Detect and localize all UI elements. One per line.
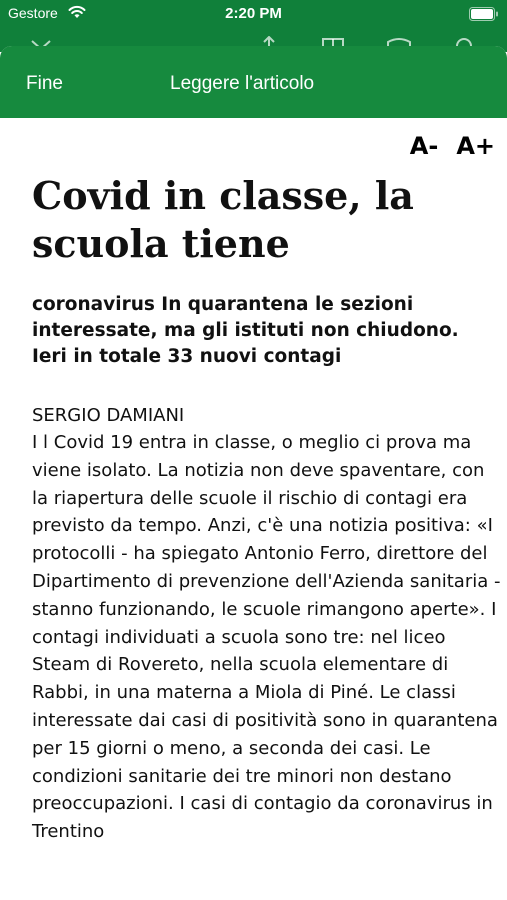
article-body: I l Covid 19 entra in classe, o meglio ci prova ma viene isolato. La notizia non deve spaventare, con la riapertura delle scuole il rischio di contagi era previsto da tempo. Anzi, c'è una notizia positiva: «I protocolli - ha spiegato Antonio Ferro, direttore del Dipartimento di prevenzione dell'Azienda sanitaria - stanno funzionando, le scuole rimangono aperte». I contagi individuati a scuola sono tre: nel liceo Steam di Rovereto, nella scuola elementare di Rabbi, in una materna a Miola di Piné. Le classi interessate dai casi di positività sono in quarantena per 15 giorni o meno, a seconda dei casi. Le condizioni sanitarie dei tre minori non destano preoccupazioni. I casi di contagio da coronavirus in Trentino	[32, 432, 501, 843]
font-size-controls	[410, 132, 495, 160]
carrier-label: Gestore	[8, 5, 58, 21]
battery-icon	[469, 7, 499, 21]
article-subtitle: coronavirus In quarantena le sezioni interessate, ma gli istituti non chiudono. Ieri in totale 33 nuovi contagi	[32, 294, 459, 367]
navbar-title: Leggere l'articolo	[170, 73, 315, 94]
status-bar	[0, 0, 507, 30]
article-headline: Covid in classe, la scuola tiene	[32, 173, 414, 266]
article-sheet	[0, 46, 507, 900]
article-byline: SERGIO DAMIANI	[32, 405, 185, 426]
increase-font-button[interactable]: A+	[456, 132, 495, 160]
decrease-font-button[interactable]: A-	[409, 132, 439, 160]
status-time: 2:20 PM	[225, 5, 282, 22]
done-button[interactable]: Fine	[26, 73, 63, 94]
navbar	[0, 46, 507, 118]
